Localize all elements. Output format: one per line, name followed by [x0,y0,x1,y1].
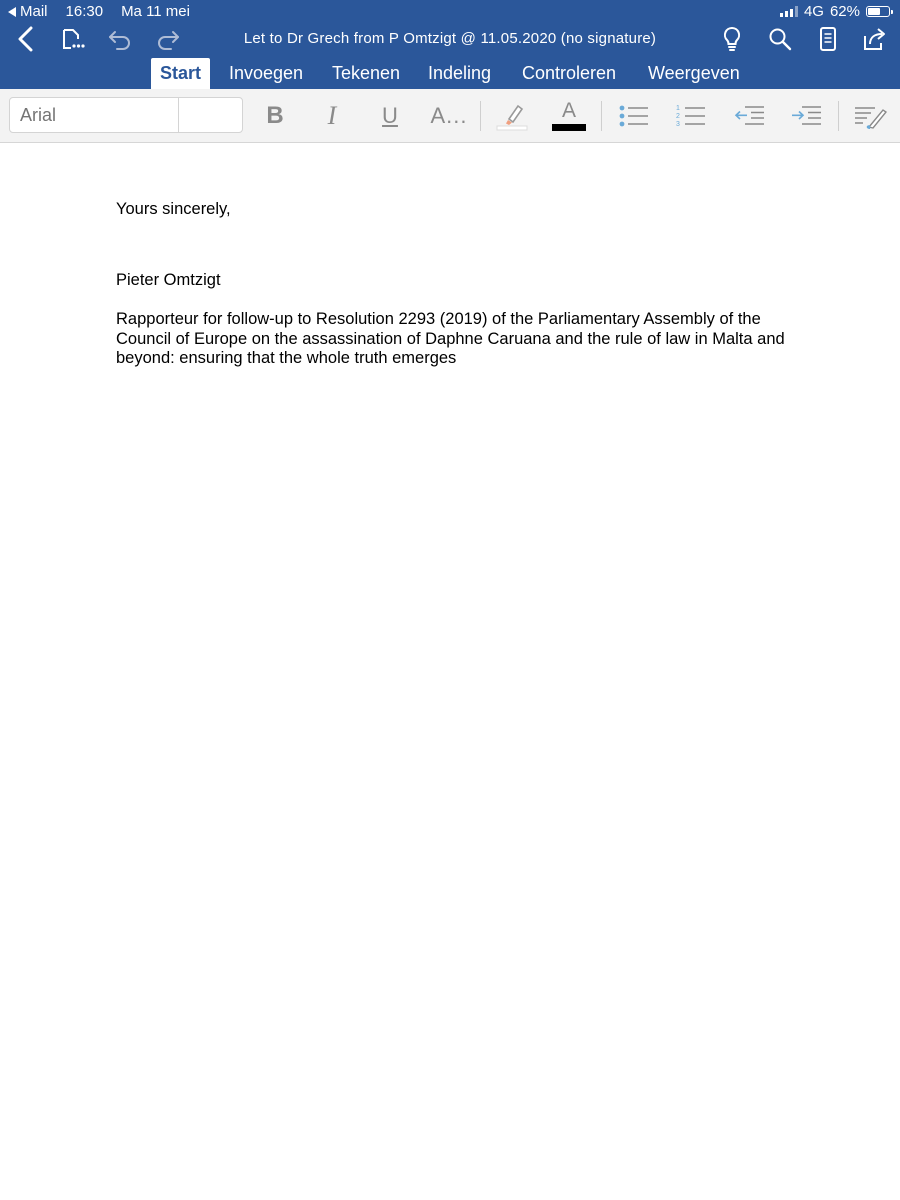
mobile-view-icon [819,27,837,51]
font-picker [9,97,243,133]
back-triangle-icon [8,7,17,17]
search-icon [768,27,792,51]
signatory-name: Pieter Omtzigt [116,271,221,289]
numbering-button[interactable] [671,97,711,135]
highlighter-icon [494,100,530,132]
numbering-digit: 3 [676,121,680,128]
lightbulb-icon [722,26,742,52]
tab-indeling[interactable]: Indeling [428,63,492,83]
styles-button[interactable] [850,97,890,135]
underline-label: U [382,103,398,128]
italic-label: I [327,101,337,130]
search-button[interactable] [766,24,794,54]
status-bar-left [8,3,190,20]
tab-start[interactable]: Start [151,58,210,89]
closing-paragraph: Yours sincerely, [116,200,231,218]
status-time: 16:30 [65,3,104,20]
ribbon-tabs [0,58,900,89]
top-bar [0,0,900,89]
font-color-swatch [552,124,586,131]
battery-fill [868,8,880,15]
ribbon-toolbar [0,89,900,143]
ribbon-divider [838,101,839,131]
bold-button[interactable] [255,97,295,135]
network-label: 4G [803,3,824,20]
tab-invoegen[interactable]: Invoegen [229,63,304,83]
numbering-digit: 1 [676,105,680,112]
ribbon-divider [480,101,481,131]
font-size-input[interactable] [178,98,243,132]
numbering-digit: 2 [676,113,680,120]
font-name-input[interactable] [20,98,175,132]
tell-me-button[interactable] [718,24,746,54]
font-color-glyph: A [561,99,576,122]
title-bar [0,22,900,56]
battery-percent: 62% [829,3,860,20]
share-icon [862,27,888,51]
font-options-label: A... [430,103,468,128]
increase-indent-icon [790,103,822,129]
bullets-icon [618,103,650,129]
tab-weergeven[interactable]: Weergeven [648,63,740,83]
document-title: Let to Dr Grech from P Omtzigt @ 11.05.2020 (no signature) [243,30,657,47]
tab-controleren[interactable]: Controleren [522,63,617,83]
share-button[interactable] [861,24,889,54]
decrease-indent-button[interactable] [729,97,769,135]
signal-icon [780,6,798,17]
underline-button[interactable] [370,97,410,135]
font-options-button[interactable] [426,97,472,135]
font-color-button[interactable] [549,97,589,135]
battery-icon [866,6,890,17]
decrease-indent-icon [733,103,765,129]
increase-indent-button[interactable] [786,97,826,135]
back-app-label: Mail [20,3,48,20]
ribbon-divider [601,101,602,131]
bullets-button[interactable] [614,97,654,135]
status-date: Ma 11 mei [121,3,190,20]
status-bar-right [780,3,890,20]
italic-button[interactable] [312,97,352,135]
highlight-button[interactable] [492,97,532,135]
signatory-role: Rapporteur for follow-up to Resolution 2293 (2019) of the Parliamentary Assembly of the Council of Europe on the assassination of Daphne Caruana and the rule of law in Malta and beyond: ensuring that the whole truth emerges [116,310,785,367]
mobile-view-button[interactable] [814,24,842,54]
back-to-app-link[interactable] [8,3,48,20]
numbering-icon [675,103,707,129]
styles-icon [853,102,887,130]
bold-label: B [266,102,284,129]
tab-tekenen[interactable]: Tekenen [332,63,401,83]
